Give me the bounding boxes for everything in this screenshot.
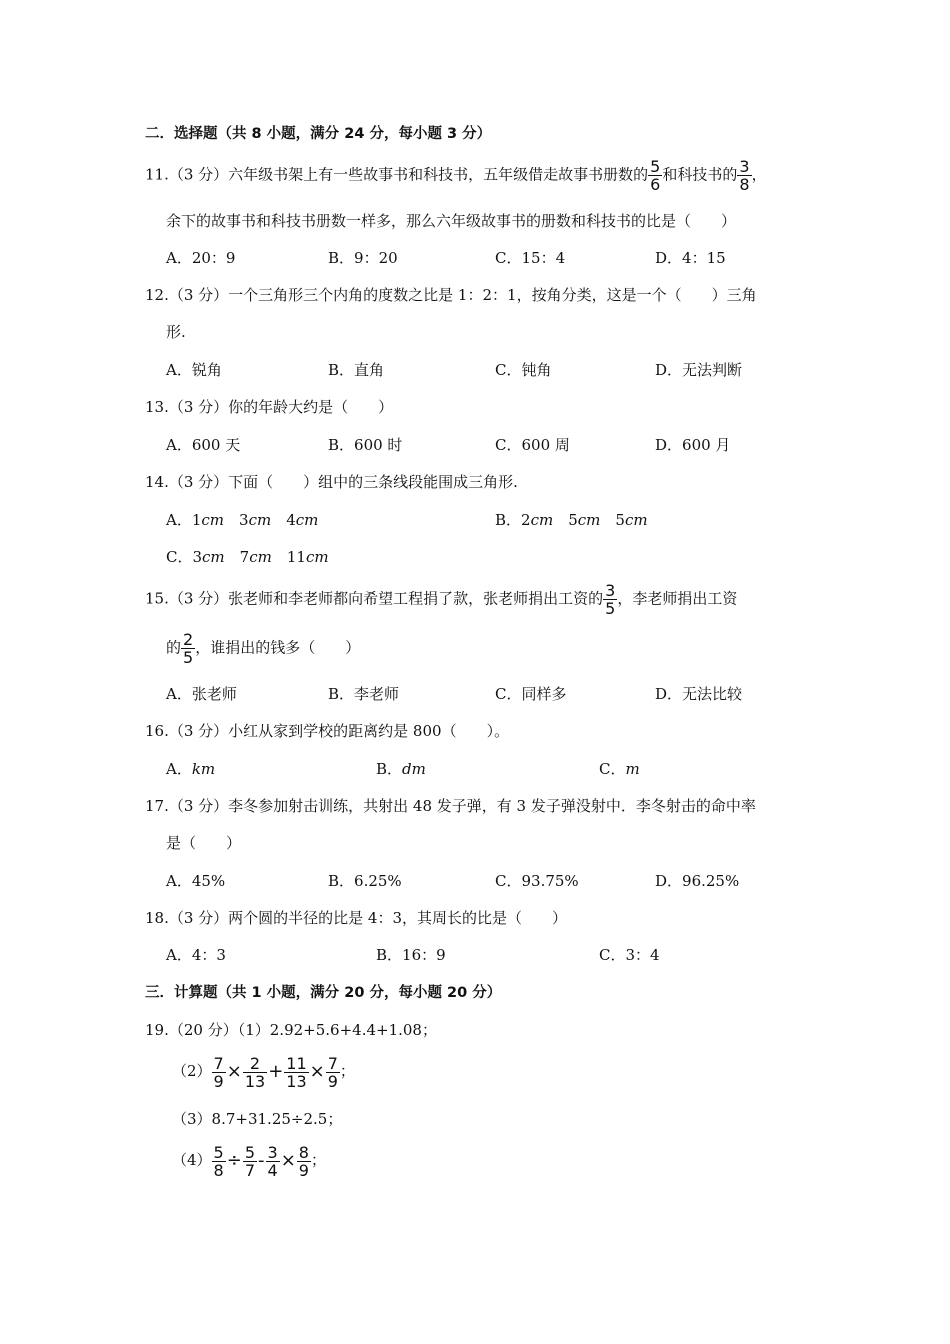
q14-option-c[interactable]: C．3cm 7cm 11cm <box>166 548 329 566</box>
fraction-3-8: $\frac{3}{8}$ <box>739 157 750 194</box>
question-19-part-1: 19.（20 分）（1）2.92+5.6+4.4+1.08； <box>145 1021 437 1039</box>
q12-option-b[interactable]: B．直角 <box>328 361 385 379</box>
section-title-calculation: 三．计算题（共 1 小题，满分 20 分，每小题 20 分） <box>145 985 502 1001</box>
q14-option-b[interactable]: B．2cm 5cm 5cm <box>495 511 648 529</box>
question-12-stem: 12.（3 分）一个三角形三个内角的度数之比是 1：2：1，按角分类，这是一个（ ）三角 <box>145 286 757 304</box>
question-18-stem: 18.（3 分）两个圆的半径的比是 4：3，其周长的比是（ ） <box>145 909 568 927</box>
question-19-part-3: （3）8.7+31.25÷2.5； <box>172 1110 343 1128</box>
question-16-stem: 16.（3 分）小红从家到学校的距离约是 800（ ）。 <box>145 722 510 740</box>
section-title-choice: 二．选择题（共 8 小题，满分 24 分，每小题 3 分） <box>145 126 492 142</box>
q14-option-a[interactable]: A．1cm 3cm 4cm <box>166 511 319 529</box>
q18-option-a[interactable]: A．4：3 <box>166 946 226 964</box>
question-19-part-4: （4） $\frac{5}{8}$ ÷ $\frac{5}{7}$ - $\frac{3}{4}$ × $\frac{8}{9}$ ； <box>172 1142 326 1180</box>
q16-option-c[interactable]: C．m <box>599 760 640 778</box>
q13-option-a[interactable]: A．600 天 <box>166 436 241 454</box>
q13-option-b[interactable]: B．600 时 <box>328 436 403 454</box>
question-14-stem: 14.（3 分）下面（ ）组中的三条线段能围成三角形. <box>145 473 518 491</box>
question-15-stem: 15.（3 分）张老师和李老师都向希望工程捐了款，张老师捐出工资的 $\frac{3}{5}$ ，李老师捐出工资 <box>145 581 738 618</box>
question-17-stem: 17.（3 分）李冬参加射击训练，共射出 48 发子弹，有 3 发子弹没射中．李冬射击的命中率 <box>145 797 756 815</box>
q11-option-b[interactable]: B．9：20 <box>328 249 398 267</box>
question-19-part-2: （2） $\frac{7}{9}$ × $\frac{2}{13}$ + $\frac{11}{13}$ × $\frac{7}{9}$ ； <box>172 1053 355 1091</box>
q18-option-b[interactable]: B．16：9 <box>376 946 446 964</box>
q15-option-a[interactable]: A．张老师 <box>166 685 237 703</box>
fraction-5-6: $\frac{5}{6}$ <box>650 157 661 194</box>
q16-option-a[interactable]: A．km <box>166 760 216 778</box>
q17-option-a[interactable]: A．45% <box>166 872 226 890</box>
q12-option-c[interactable]: C．钝角 <box>495 361 552 379</box>
question-15-line2: 的 $\frac{2}{5}$ ，谁捐出的钱多（ ） <box>166 630 361 667</box>
q17-option-b[interactable]: B．6.25% <box>328 872 402 890</box>
fraction-2-5: $\frac{2}{5}$ <box>183 630 194 667</box>
q18-option-c[interactable]: C．3：4 <box>599 946 660 964</box>
q15-option-c[interactable]: C．同样多 <box>495 685 567 703</box>
q11-option-a[interactable]: A．20：9 <box>166 249 236 267</box>
q13-option-d[interactable]: D．600 月 <box>655 436 731 454</box>
q15-option-d[interactable]: D．无法比较 <box>655 685 743 703</box>
q11-option-d[interactable]: D．4：15 <box>655 249 726 267</box>
fraction-3-5: $\frac{3}{5}$ <box>605 581 616 618</box>
question-13-stem: 13.（3 分）你的年龄大约是（ ） <box>145 398 394 416</box>
q15-option-b[interactable]: B．李老师 <box>328 685 400 703</box>
question-11-stem: 11.（3 分）六年级书架上有一些故事书和科技书，五年级借走故事书册数的 $\frac{5}{6}$ 和科技书的 $\frac{3}{8}$ ， <box>145 157 767 194</box>
q11-option-c[interactable]: C．15：4 <box>495 249 566 267</box>
q12-option-d[interactable]: D．无法判断 <box>655 361 743 379</box>
question-11-line2: 余下的故事书和科技书册数一样多，那么六年级故事书的册数和科技书的比是（ ） <box>166 212 737 230</box>
q13-option-c[interactable]: C．600 周 <box>495 436 570 454</box>
q16-option-b[interactable]: B．dm <box>376 760 426 778</box>
question-12-line2: 形. <box>166 323 186 341</box>
question-17-line2: 是（ ） <box>166 834 242 852</box>
q12-option-a[interactable]: A．锐角 <box>166 361 222 379</box>
q17-option-d[interactable]: D．96.25% <box>655 872 740 890</box>
q17-option-c[interactable]: C．93.75% <box>495 872 579 890</box>
